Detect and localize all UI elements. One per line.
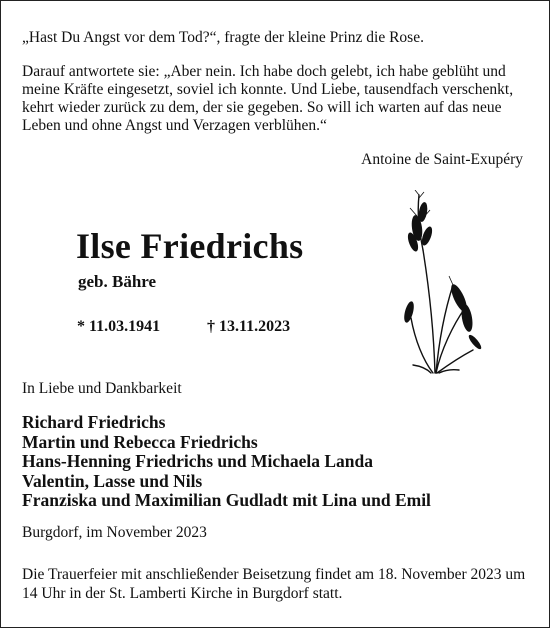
quote-author: Antoine de Saint-Exupéry — [361, 151, 523, 168]
funeral-notice: Die Trauerfeier mit anschließender Beisetzung findet am 18. November 2023 um 14 Uhr in der St. Lamberti Kirche in Burgdorf statt. — [22, 566, 526, 602]
mourner-name: Martin und Rebecca Friedrichs — [22, 431, 258, 452]
quote-answer: Darauf antwortete sie: „Aber nein. Ich habe doch gelebt, ich habe geblüht und meine Kräfte eingesetzt, soviel ich konnte. Und Liebe, tausendfach verschenkt, kehrt wieder zurück zu dem, der sie gegeben. So will ich warten auf das neue Leben und ohne Angst und Verzagen verblühen.“ — [22, 63, 514, 134]
mourner-name: Hans-Henning Friedrichs und Michaela Landa — [22, 451, 374, 471]
birth-name: geb. Bähre — [78, 272, 157, 291]
mourners-list — [22, 413, 431, 511]
wheat-ears-icon — [393, 190, 483, 375]
place-and-date: Burgdorf, im November 2023 — [22, 524, 207, 541]
deceased-name: Ilse Friedrichs — [76, 226, 304, 266]
death-date: † 13.11.2023 — [207, 318, 291, 335]
birth-date: * 11.03.1941 — [77, 318, 161, 335]
quote-question: „Hast Du Angst vor dem Tod?“, fragte der kleine Prinz die Rose. — [22, 29, 424, 46]
mourners-intro: In Liebe und Dankbarkeit — [22, 380, 182, 397]
mourner-name: Franziska und Maximilian Gudladt mit Lina und Emil — [22, 490, 431, 510]
mourner-name: Valentin, Lasse und Nils — [22, 470, 203, 491]
mourner-name: Richard Friedrichs — [22, 412, 166, 432]
